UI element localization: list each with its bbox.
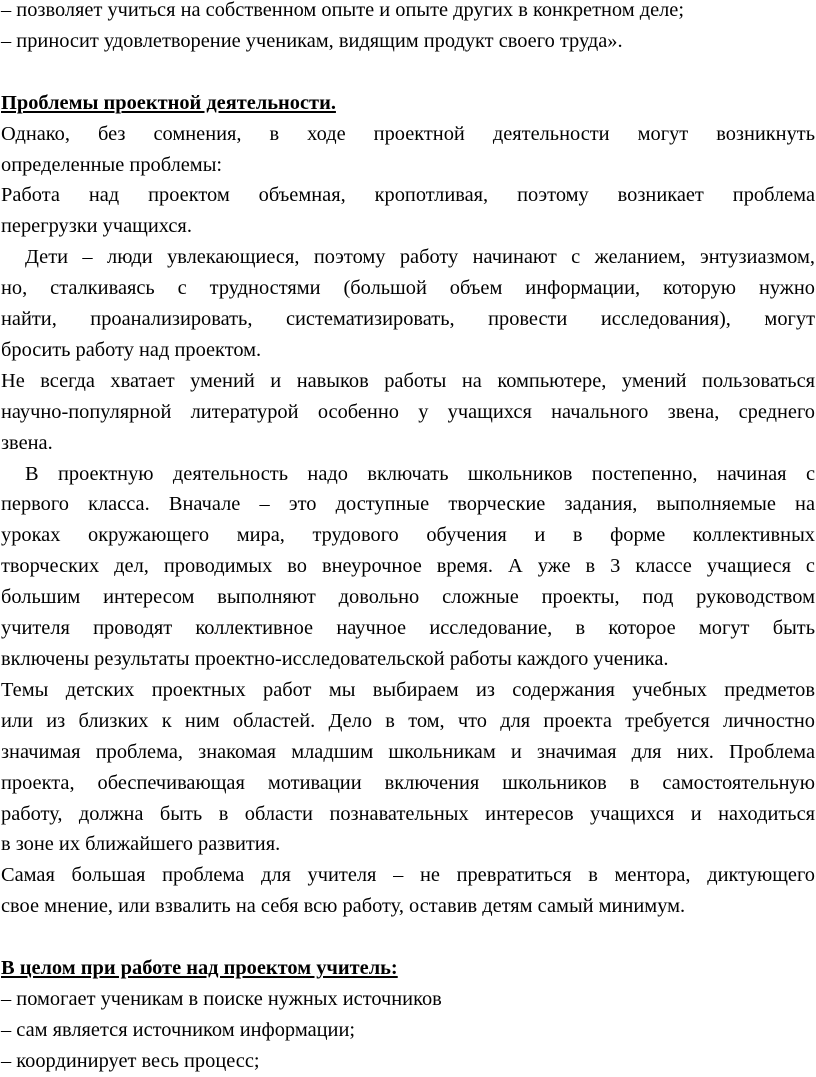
paragraph-line: звена. — [1, 431, 53, 454]
paragraph-line: уроках окружающего мира, трудового обучения и в форме коллективных — [1, 524, 815, 547]
paragraph-line: творческих дел, проводимых во внеурочное время. А уже в 3 классе учащиеся с — [1, 555, 815, 578]
paragraph-line: Не всегда хватает умений и навыков работы на компьютере, умений пользоваться — [1, 369, 815, 392]
paragraph-line: научно-популярной литературой особенно у учащихся начального звена, среднего — [1, 400, 815, 423]
intro-line: – приносит удовлетворение ученикам, видящим продукт своего труда». — [1, 29, 623, 52]
spacer — [1, 922, 815, 953]
list-item: – координирует весь процесс; — [1, 1049, 260, 1072]
intro-line: – позволяет учиться на собственном опыте и опыте других в конкретном деле; — [1, 0, 685, 21]
paragraph-line: Самая большая проблема для учителя – не превратиться в ментора, диктующего — [1, 864, 815, 887]
paragraph-line: значимая проблема, знакомая младшим школьникам и значимая для них. Проблема — [1, 740, 815, 763]
paragraph-line: Дети – люди увлекающиеся, поэтому работу начинают с желанием, энтузиазмом, — [25, 246, 815, 269]
paragraph-line: включены результаты проектно-исследовательской работы каждого ученика. — [1, 648, 669, 671]
paragraph-line: перегрузки учащихся. — [1, 215, 192, 238]
paragraph-line: работу, должна быть в области познавательных интересов учащихся и находиться — [1, 802, 815, 825]
paragraph-line: В проектную деятельность надо включать школьников постепенно, начиная с — [25, 462, 815, 485]
paragraph-line: Однако, без сомнения, в ходе проектной деятельности могут возникнуть — [1, 122, 815, 145]
paragraph-line: найти, проанализировать, систематизировать, провести исследования), могут — [1, 308, 815, 331]
list-item: – сам является источником информации; — [1, 1018, 356, 1041]
paragraph-line: но, сталкиваясь с трудностями (большой объем информации, которую нужно — [1, 277, 815, 300]
section-heading-teacher: В целом при работе над проектом учитель: — [1, 957, 398, 980]
paragraph-line: Работа над проектом объемная, кропотливая, поэтому возникает проблема — [1, 184, 815, 207]
paragraph-line: Темы детских проектных работ мы выбираем из содержания учебных предметов — [1, 678, 815, 701]
paragraph-line: первого класса. Вначале – это доступные творческие задания, выполняемые на — [1, 493, 815, 516]
paragraph-line: проекта, обеспечивающая мотивации включения школьников в самостоятельную — [1, 771, 815, 794]
paragraph-line: бросить работу над проектом. — [1, 338, 262, 361]
paragraph-line: большим интересом выполняют довольно сложные проекты, под руководством — [1, 586, 815, 609]
list-item: – помогает ученикам в поиске нужных источников — [1, 987, 442, 1010]
spacer — [1, 57, 815, 88]
section-heading-problems: Проблемы проектной деятельности. — [1, 91, 336, 114]
paragraph-line: определенные проблемы: — [1, 153, 223, 176]
paragraph-line: или из близких к ним областей. Дело в том, что для проекта требуется личностно — [1, 709, 815, 732]
paragraph-line: учителя проводят коллективное научное исследование, в которое могут быть — [1, 617, 815, 640]
paragraph-line: в зоне их ближайшего развития. — [1, 833, 281, 856]
paragraph-line: свое мнение, или взвалить на себя всю работу, оставив детям самый минимум. — [1, 895, 686, 918]
